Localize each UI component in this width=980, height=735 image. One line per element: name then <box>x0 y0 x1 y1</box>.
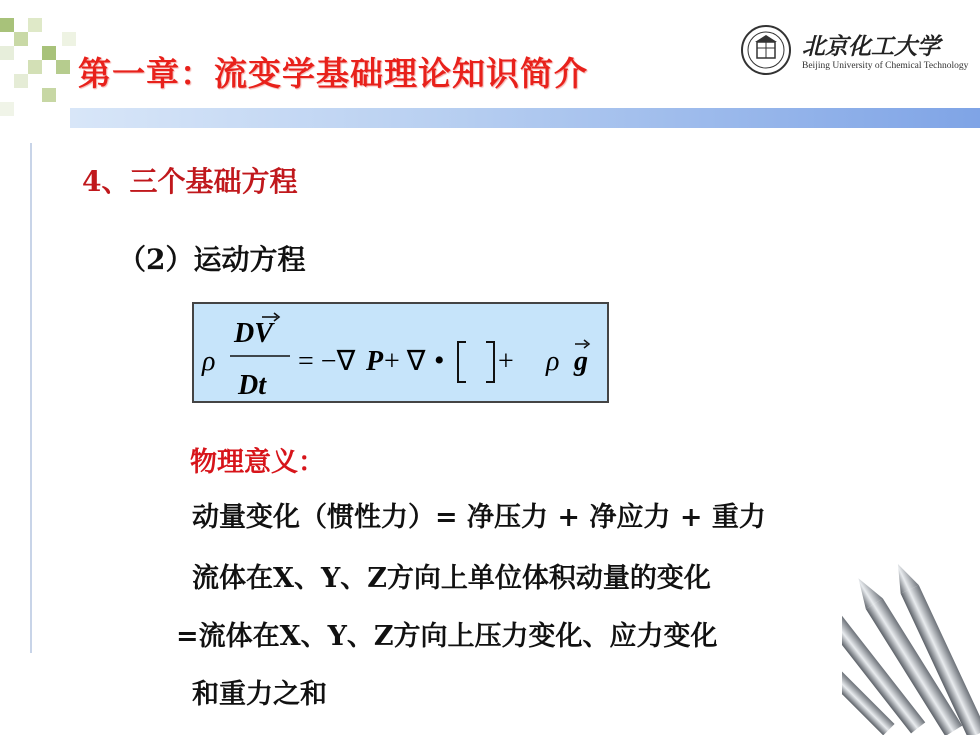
eq-plus-nabla: + ∇ <box>384 346 426 377</box>
university-name-cn: 北京化工大学 <box>802 33 940 60</box>
title-underline-bar <box>70 108 980 128</box>
eq-plus: + <box>498 346 514 377</box>
eq-rho-2: ρ <box>546 346 560 377</box>
section-heading: 4、三个基础方程 <box>82 165 298 198</box>
meaning-line-1: 动量变化（惯性力）= 净压力 + 净应力 + 重力 <box>192 502 766 533</box>
subsection-heading: （2）运动方程 <box>118 243 306 276</box>
page-title: 第一章：流变学基础理论知识简介 <box>78 54 588 93</box>
eq-rho: ρ <box>202 346 216 377</box>
momentum-equation <box>194 304 611 405</box>
meaning-line-2: 流体在X、Y、Z方向上单位体积动量的变化 <box>192 563 711 594</box>
eq-equals-minus-nabla: = −∇ <box>298 346 356 377</box>
equation-box <box>192 302 609 403</box>
eq-dot: • <box>434 344 445 377</box>
right-bracket <box>486 342 494 382</box>
eq-g: g <box>574 346 588 377</box>
eq-P: P <box>366 346 384 377</box>
left-bracket <box>458 342 466 382</box>
extruder-screws-illustration <box>842 560 980 735</box>
eq-denominator: Dt <box>238 370 266 401</box>
physical-meaning-label: 物理意义： <box>190 447 325 478</box>
university-logo <box>740 22 978 82</box>
left-rule <box>30 143 32 653</box>
university-name-en: Beijing University of Chemical Technology <box>802 61 969 71</box>
university-seal-icon <box>740 22 792 78</box>
decorative-squares <box>0 0 90 120</box>
eq-numerator: DV <box>234 318 273 349</box>
meaning-line-3: =流体在X、Y、Z方向上压力变化、应力变化 <box>176 621 718 652</box>
meaning-line-4: 和重力之和 <box>192 679 327 710</box>
